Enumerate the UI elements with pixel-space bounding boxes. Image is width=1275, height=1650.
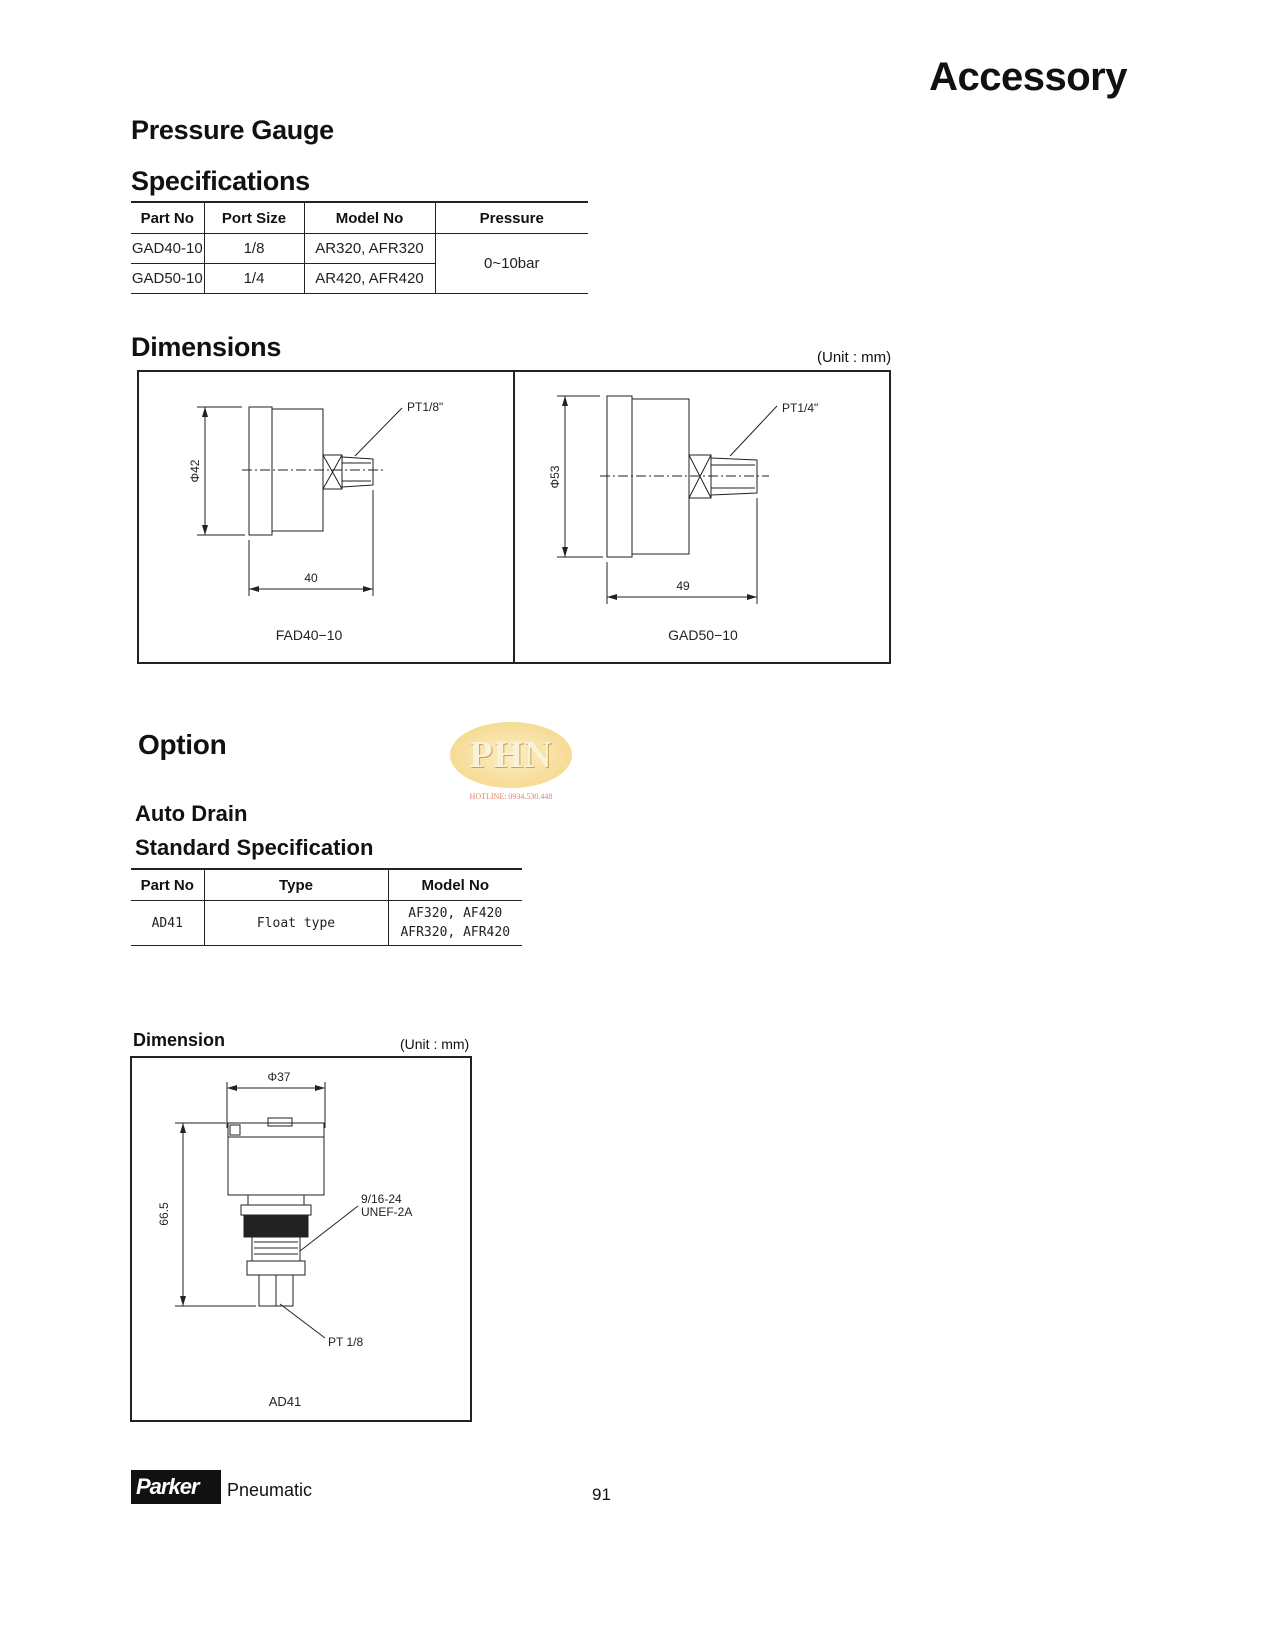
cell-type: Float type [204, 901, 388, 946]
unit-label: (Unit : mm) [400, 1036, 470, 1052]
cell-part-no: AD41 [131, 901, 204, 946]
height-label: 66.5 [157, 1202, 171, 1226]
pressure-gauge-drawing [137, 370, 891, 664]
cell-part-no: GAD40-10 [131, 234, 204, 264]
parker-logo-text: Parker [136, 1474, 199, 1499]
thread-label-2: UNEF-2A [361, 1205, 413, 1219]
port-label-right: PT1/4" [782, 401, 819, 415]
col-type: Type [204, 869, 388, 901]
standard-spec-title: Standard Specification [135, 835, 374, 860]
cell-port-size: 1/4 [204, 264, 304, 294]
model-line-1: AF320, AF420 [408, 906, 503, 921]
specifications-title: Specifications [131, 166, 310, 196]
col-part-no: Part No [131, 869, 204, 901]
diameter-label-right: Φ53 [548, 465, 562, 489]
dimension-title: Dimension [133, 1030, 226, 1050]
model-line-2: AFR320, AFR420 [400, 925, 511, 940]
caption: AD41 [268, 1394, 302, 1409]
cell-pressure: 0~10bar [435, 234, 588, 294]
cell-model-no: AR320, AFR320 [304, 234, 435, 264]
thread-label-1: 9/16-24 [361, 1192, 402, 1206]
cell-model-no: AR420, AFR420 [304, 264, 435, 294]
watermark-text: PHN [469, 734, 553, 776]
port-label: PT 1/8 [328, 1335, 364, 1349]
table-row [131, 901, 522, 946]
brand-label: Pneumatic [227, 1480, 313, 1500]
gauge-40-figure [197, 407, 402, 596]
length-label-right: 49 [676, 579, 690, 593]
cell-part-no: GAD50-10 [131, 264, 204, 294]
option-title: Option [138, 729, 227, 760]
length-label-left: 40 [304, 571, 318, 585]
auto-drain-spec-table [131, 868, 522, 946]
diameter-label-left: Φ42 [188, 459, 202, 483]
table-row [131, 234, 588, 264]
auto-drain-figure [175, 1082, 358, 1338]
unit-label: (Unit : mm) [817, 349, 892, 366]
port-label-left: PT1/8" [407, 400, 444, 414]
pressure-gauge-spec-table [131, 201, 588, 294]
pressure-gauge-title: Pressure Gauge [131, 115, 334, 145]
caption-left: FAD40−10 [275, 627, 343, 643]
auto-drain-title: Auto Drain [135, 801, 248, 826]
cell-port-size: 1/8 [204, 234, 304, 264]
watermark-hotline: HOTLINE: 0934.530.448 [469, 792, 553, 801]
col-part-no: Part No [131, 202, 204, 234]
col-model-no: Model No [388, 869, 522, 901]
dimensions-title: Dimensions [131, 332, 282, 362]
page-title: Accessory [929, 55, 1127, 99]
col-model-no: Model No [304, 202, 435, 234]
caption-right: GAD50−10 [668, 627, 738, 643]
gauge-50-figure [557, 396, 777, 604]
col-port-size: Port Size [204, 202, 304, 234]
cell-model-no [388, 901, 522, 946]
page-number: 91 [592, 1485, 611, 1504]
auto-drain-drawing [130, 1056, 473, 1424]
col-pressure: Pressure [435, 202, 588, 234]
diameter-label: Φ37 [267, 1070, 291, 1084]
